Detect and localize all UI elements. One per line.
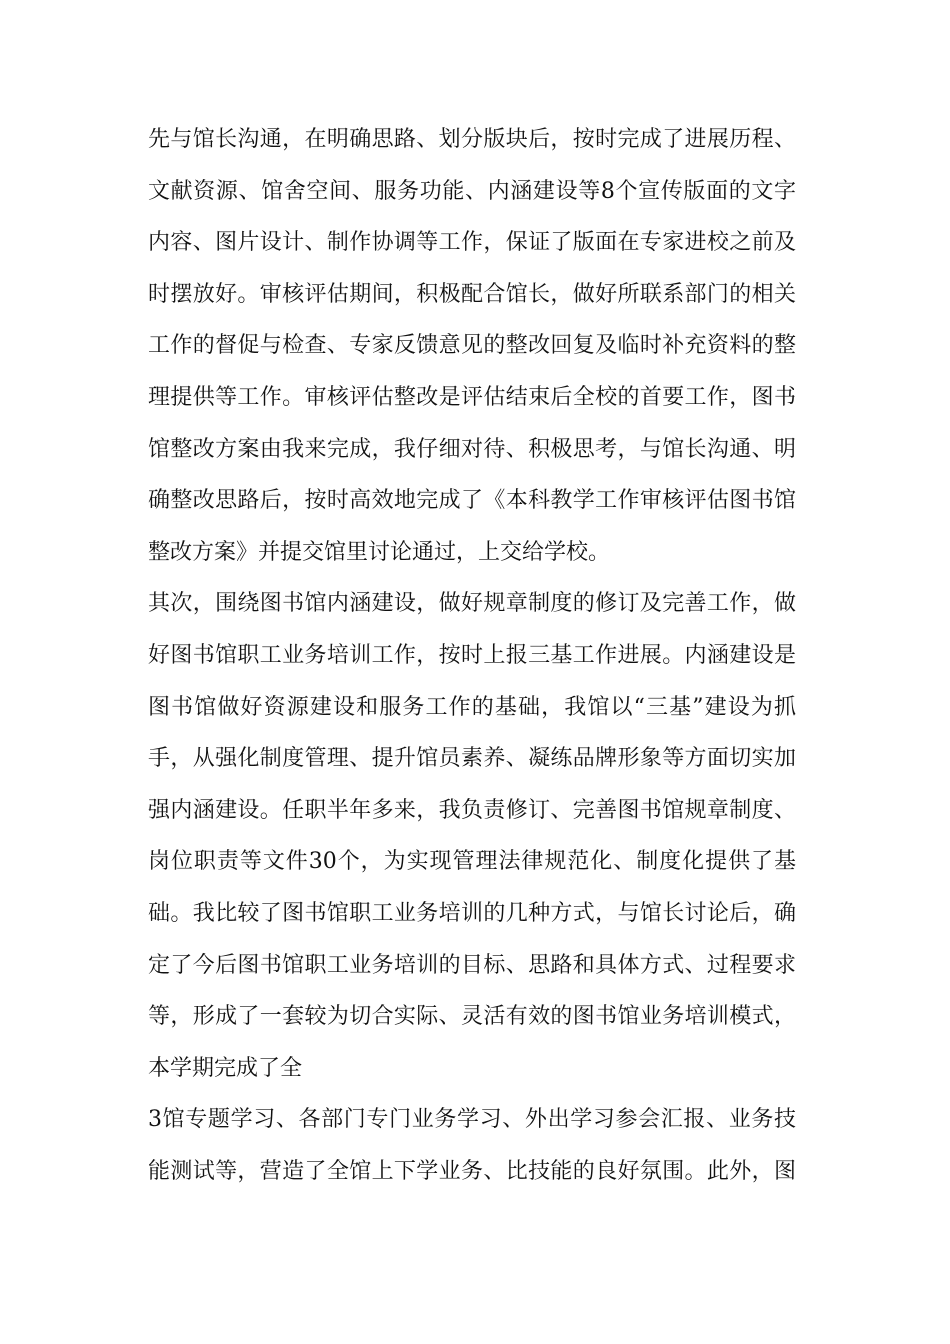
- text-line: 确整改思路后，按时高效地完成了《本科教学工作审核评估图书馆: [148, 488, 796, 514]
- text-line: 能测试等，营造了全馆上下学业务、比技能的良好氛围。此外，图: [148, 1158, 796, 1184]
- text-line: 工作的督促与检查、专家反馈意见的整改回复及临时补充资料的整: [148, 333, 796, 359]
- text-line: 强内涵建设。任职半年多来，我负责修订、完善图书馆规章制度、: [148, 797, 796, 823]
- document-body: [148, 114, 796, 1197]
- text-line: 本学期完成了全: [148, 1055, 303, 1081]
- text-line: 内容、图片设计、制作协调等工作，保证了版面在专家进校之前及: [148, 230, 796, 256]
- text-line: 时摆放好。审核评估期间，积极配合馆长，做好所联系部门的相关: [148, 281, 796, 307]
- paragraph-3: [148, 1094, 796, 1197]
- text-line: 手，从强化制度管理、提升馆员素养、凝练品牌形象等方面切实加: [148, 746, 796, 772]
- text-line: 其次，围绕图书馆内涵建设，做好规章制度的修订及完善工作，做: [148, 591, 796, 617]
- text-line: 理提供等工作。审核评估整改是评估结束后全校的首要工作，图书: [148, 384, 796, 410]
- text-line: 础。我比较了图书馆职工业务培训的几种方式，与馆长讨论后，确: [148, 900, 796, 926]
- text-line: 好图书馆职工业务培训工作，按时上报三基工作进展。内涵建设是: [148, 642, 796, 668]
- text-line: 先与馆长沟通，在明确思路、划分版块后，按时完成了进展历程、: [148, 127, 796, 152]
- text-line: 图书馆做好资源建设和服务工作的基础，我馆以“三基”建设为抓: [148, 694, 796, 720]
- paragraph-1: [148, 114, 796, 578]
- text-line: 等，形成了一套较为切合实际、灵活有效的图书馆业务培训模式，: [148, 1004, 796, 1030]
- text-line: 整改方案》并提交馆里讨论通过，上交给学校。: [148, 539, 611, 565]
- text-line: 岗位职责等文件30个，为实现管理法律规范化、制度化提供了基: [148, 849, 796, 875]
- paragraph-2: [148, 578, 796, 1094]
- text-line: 定了今后图书馆职工业务培训的目标、思路和具体方式、过程要求: [148, 952, 796, 978]
- text-line: 文献资源、馆舍空间、服务功能、内涵建设等8个宣传版面的文字: [148, 178, 796, 204]
- text-line: 馆整改方案由我来完成，我仔细对待、积极思考，与馆长沟通、明: [148, 436, 796, 462]
- text-line: 3馆专题学习、各部门专门业务学习、外出学习参会汇报、业务技: [148, 1107, 796, 1133]
